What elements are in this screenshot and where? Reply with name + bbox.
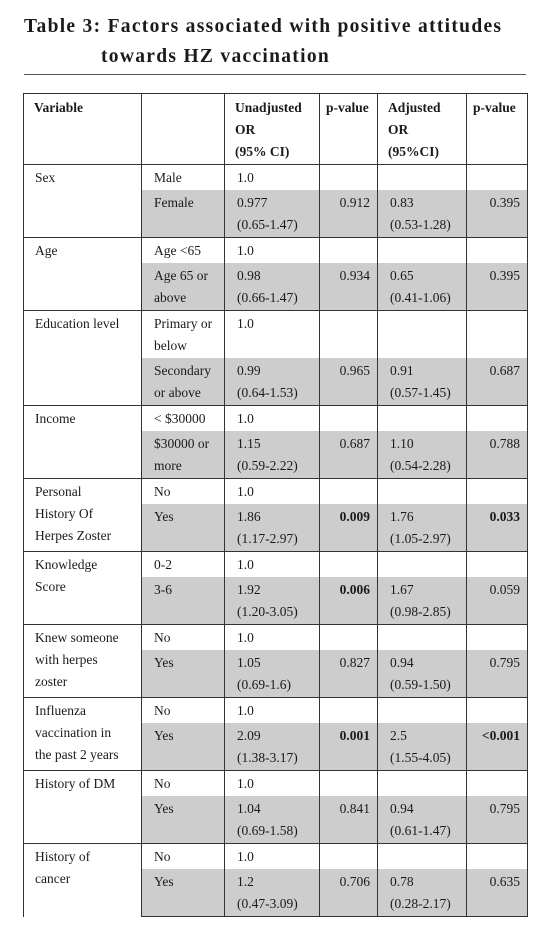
empty-cell — [467, 406, 528, 432]
unadjusted-or-line: (0.66-1.47) — [237, 290, 298, 305]
reference-or-cell: 1.0 — [225, 771, 320, 797]
comparison-category-line: Yes — [154, 801, 174, 816]
empty-cell — [320, 771, 378, 797]
adjusted-or-line: (0.54-2.28) — [390, 458, 451, 473]
unadjusted-pvalue: 0.827 — [339, 655, 370, 670]
comparison-category-line: Female — [154, 195, 194, 210]
adjusted-pvalue: 0.635 — [489, 874, 520, 889]
unadjusted-pvalue: 0.841 — [339, 801, 370, 816]
header-row — [24, 94, 528, 165]
comparison-category-line: or above — [154, 385, 201, 400]
reference-or-cell: 1.0 — [225, 311, 320, 359]
empty-cell — [320, 844, 378, 870]
results-table — [23, 93, 528, 917]
unadjusted-or-line: 0.98 — [237, 268, 261, 283]
unadjusted-pvalue-cell — [320, 358, 378, 406]
variable-cell — [24, 625, 142, 698]
adjusted-or-line: 2.5 — [390, 728, 407, 743]
adjusted-or-line: 1.10 — [390, 436, 414, 451]
unadjusted-pvalue-cell — [320, 869, 378, 917]
empty-cell — [467, 165, 528, 191]
adjusted-pvalue-cell — [467, 796, 528, 844]
unadjusted-pvalue-cell — [320, 263, 378, 311]
unadjusted-or-cell — [225, 358, 320, 406]
adjusted-or-line: (0.53-1.28) — [390, 217, 451, 232]
unadjusted-or-cell — [225, 504, 320, 552]
comparison-category-line: 3-6 — [154, 582, 172, 597]
reference-category-line: No — [154, 630, 171, 645]
comparison-category-cell — [142, 431, 225, 479]
comparison-category-line: Age 65 or — [154, 268, 208, 283]
empty-cell — [467, 625, 528, 651]
comparison-category-cell — [142, 796, 225, 844]
empty-cell — [467, 698, 528, 724]
table-title-line2: towards HZ vaccination — [101, 46, 331, 67]
adjusted-or-line: 0.78 — [390, 874, 414, 889]
header-adjusted-or — [378, 94, 467, 165]
adjusted-or-cell — [378, 431, 467, 479]
unadjusted-pvalue-cell — [320, 650, 378, 698]
variable-cell — [24, 238, 142, 311]
empty-cell — [378, 698, 467, 724]
adjusted-or-cell — [378, 190, 467, 238]
reference-category-cell — [142, 844, 225, 870]
unadjusted-or-cell — [225, 869, 320, 917]
adjusted-pvalue-cell — [467, 650, 528, 698]
unadjusted-or-line: (1.20-3.05) — [237, 604, 298, 619]
reference-or-cell: 1.0 — [225, 844, 320, 870]
variable-name-line: zoster — [35, 674, 68, 689]
adjusted-or-line: (0.57-1.45) — [390, 385, 451, 400]
unadjusted-or-line: (1.38-3.17) — [237, 750, 298, 765]
variable-name-line: History of — [35, 849, 91, 864]
reference-category-cell — [142, 698, 225, 724]
variable-cell — [24, 771, 142, 844]
variable-name-line: Education level — [35, 316, 120, 331]
variable-name-line: the past 2 years — [35, 747, 119, 762]
reference-category-line: 0-2 — [154, 557, 172, 572]
unadjusted-or-line: (0.59-2.22) — [237, 458, 298, 473]
adjusted-pvalue: 0.395 — [489, 268, 520, 283]
adjusted-or-line: 0.83 — [390, 195, 414, 210]
table-row-reference — [24, 311, 528, 359]
variable-cell — [24, 165, 142, 238]
adjusted-pvalue-cell — [467, 869, 528, 917]
unadjusted-or-line: (0.64-1.53) — [237, 385, 298, 400]
comparison-category-line: Yes — [154, 728, 174, 743]
unadjusted-or-cell — [225, 723, 320, 771]
header-unadjusted-line2: OR — [235, 122, 256, 137]
unadjusted-or-line: 2.09 — [237, 728, 261, 743]
adjusted-or-cell — [378, 263, 467, 311]
table-body — [24, 165, 528, 917]
adjusted-or-line: 0.91 — [390, 363, 414, 378]
adjusted-or-line: (0.61-1.47) — [390, 823, 451, 838]
header-adjusted-line3: (95%CI) — [388, 144, 439, 159]
adjusted-pvalue: 0.059 — [489, 582, 520, 597]
reference-category-line: Male — [154, 170, 182, 185]
empty-cell — [467, 771, 528, 797]
header-variable: Variable — [24, 94, 142, 165]
adjusted-or-line: (1.55-4.05) — [390, 750, 451, 765]
header-pvalue-adjusted: p-value — [467, 94, 528, 165]
comparison-category-line: Yes — [154, 655, 174, 670]
unadjusted-or-line: 1.86 — [237, 509, 261, 524]
table-row-reference — [24, 479, 528, 505]
variable-name-line: Income — [35, 411, 76, 426]
variable-name-line: Influenza — [35, 703, 86, 718]
table-row-reference — [24, 165, 528, 191]
empty-cell — [320, 165, 378, 191]
table-title-line1: Table 3: Factors associated with positive attitudes — [24, 16, 503, 37]
adjusted-or-line: 0.65 — [390, 268, 414, 283]
empty-cell — [320, 311, 378, 359]
empty-cell — [378, 771, 467, 797]
reference-category-line: Primary or — [154, 316, 213, 331]
reference-category-cell — [142, 552, 225, 578]
unadjusted-or-cell — [225, 796, 320, 844]
comparison-category-line: $30000 or — [154, 436, 210, 451]
adjusted-pvalue: <0.001 — [481, 728, 520, 743]
empty-cell — [378, 406, 467, 432]
adjusted-or-cell — [378, 869, 467, 917]
header-category — [142, 94, 225, 165]
comparison-category-cell — [142, 723, 225, 771]
unadjusted-or-cell — [225, 431, 320, 479]
comparison-category-line: Secondary — [154, 363, 211, 378]
adjusted-or-cell — [378, 358, 467, 406]
unadjusted-or-cell — [225, 190, 320, 238]
adjusted-pvalue-cell — [467, 431, 528, 479]
unadjusted-pvalue: 0.965 — [339, 363, 370, 378]
reference-category-line: No — [154, 484, 171, 499]
header-adjusted-line2: OR — [388, 122, 409, 137]
unadjusted-pvalue-cell — [320, 723, 378, 771]
reference-category-line: No — [154, 849, 171, 864]
table-row-reference — [24, 406, 528, 432]
comparison-category-line: above — [154, 290, 187, 305]
variable-cell — [24, 698, 142, 771]
comparison-category-cell — [142, 869, 225, 917]
unadjusted-pvalue-cell — [320, 796, 378, 844]
unadjusted-or-line: (1.17-2.97) — [237, 531, 298, 546]
comparison-category-cell — [142, 190, 225, 238]
reference-category-cell — [142, 238, 225, 264]
unadjusted-or-line: (0.69-1.58) — [237, 823, 298, 838]
adjusted-or-line: (1.05-2.97) — [390, 531, 451, 546]
empty-cell — [378, 479, 467, 505]
unadjusted-or-line: 1.04 — [237, 801, 261, 816]
empty-cell — [467, 311, 528, 359]
adjusted-or-line: 1.76 — [390, 509, 414, 524]
adjusted-pvalue: 0.795 — [489, 801, 520, 816]
variable-name-line: with herpes — [35, 652, 98, 667]
unadjusted-pvalue: 0.912 — [339, 195, 370, 210]
adjusted-pvalue: 0.395 — [489, 195, 520, 210]
reference-or-cell: 1.0 — [225, 406, 320, 432]
empty-cell — [320, 238, 378, 264]
header-pvalue-unadjusted: p-value — [320, 94, 378, 165]
unadjusted-pvalue-cell — [320, 504, 378, 552]
empty-cell — [378, 844, 467, 870]
table-row-reference — [24, 625, 528, 651]
header-adjusted-line1: Adjusted — [388, 100, 441, 115]
reference-category-cell — [142, 771, 225, 797]
variable-name-line: History Of — [35, 506, 94, 521]
empty-cell — [320, 406, 378, 432]
unadjusted-or-line: 1.2 — [237, 874, 254, 889]
adjusted-pvalue-cell — [467, 577, 528, 625]
unadjusted-or-line: (0.47-3.09) — [237, 896, 298, 911]
adjusted-pvalue-cell — [467, 504, 528, 552]
adjusted-pvalue-cell — [467, 723, 528, 771]
comparison-category-cell — [142, 577, 225, 625]
empty-cell — [378, 165, 467, 191]
adjusted-or-cell — [378, 723, 467, 771]
unadjusted-pvalue: 0.009 — [339, 509, 370, 524]
unadjusted-or-cell — [225, 263, 320, 311]
reference-category-cell — [142, 625, 225, 651]
unadjusted-pvalue-cell — [320, 431, 378, 479]
empty-cell — [320, 479, 378, 505]
reference-category-cell — [142, 479, 225, 505]
table-row-reference — [24, 552, 528, 578]
reference-or-cell: 1.0 — [225, 552, 320, 578]
comparison-category-cell — [142, 504, 225, 552]
adjusted-pvalue-cell — [467, 190, 528, 238]
reference-or-cell: 1.0 — [225, 165, 320, 191]
comparison-category-line: Yes — [154, 509, 174, 524]
reference-category-line: No — [154, 703, 171, 718]
unadjusted-or-line: 0.977 — [237, 195, 268, 210]
table-row-reference — [24, 771, 528, 797]
adjusted-pvalue: 0.687 — [489, 363, 520, 378]
empty-cell — [467, 238, 528, 264]
table-row-reference — [24, 698, 528, 724]
variable-name-line: Age — [35, 243, 58, 258]
adjusted-or-cell — [378, 796, 467, 844]
reference-category-line: < $30000 — [154, 411, 206, 426]
variable-name-line: Score — [35, 579, 66, 594]
unadjusted-or-cell — [225, 650, 320, 698]
variable-cell — [24, 844, 142, 917]
variable-name-line: History of DM — [35, 776, 116, 791]
variable-cell — [24, 406, 142, 479]
reference-or-cell: 1.0 — [225, 479, 320, 505]
adjusted-or-line: (0.41-1.06) — [390, 290, 451, 305]
unadjusted-pvalue: 0.001 — [339, 728, 370, 743]
table-row-reference — [24, 238, 528, 264]
reference-category-line: below — [154, 338, 187, 353]
unadjusted-or-line: 1.05 — [237, 655, 261, 670]
comparison-category-line: more — [154, 458, 182, 473]
adjusted-or-line: (0.28-2.17) — [390, 896, 451, 911]
empty-cell — [467, 844, 528, 870]
empty-cell — [467, 552, 528, 578]
unadjusted-pvalue-cell — [320, 577, 378, 625]
empty-cell — [378, 552, 467, 578]
reference-category-line: No — [154, 776, 171, 791]
comparison-category-line: Yes — [154, 874, 174, 889]
reference-category-cell — [142, 165, 225, 191]
empty-cell — [320, 625, 378, 651]
adjusted-or-line: 1.67 — [390, 582, 414, 597]
adjusted-pvalue: 0.033 — [489, 509, 520, 524]
adjusted-or-cell — [378, 650, 467, 698]
adjusted-or-cell — [378, 504, 467, 552]
table-title — [24, 12, 529, 72]
adjusted-or-cell — [378, 577, 467, 625]
reference-or-cell: 1.0 — [225, 698, 320, 724]
unadjusted-or-line: (0.65-1.47) — [237, 217, 298, 232]
variable-name-line: Herpes Zoster — [35, 528, 112, 543]
unadjusted-pvalue: 0.687 — [339, 436, 370, 451]
table-row-reference — [24, 844, 528, 870]
unadjusted-pvalue-cell — [320, 190, 378, 238]
variable-cell — [24, 479, 142, 552]
variable-name-line: Knowledge — [35, 557, 98, 572]
adjusted-pvalue-cell — [467, 263, 528, 311]
variable-cell — [24, 311, 142, 406]
adjusted-or-line: 0.94 — [390, 655, 414, 670]
header-unadjusted-line1: Unadjusted — [235, 100, 302, 115]
adjusted-or-line: (0.59-1.50) — [390, 677, 451, 692]
empty-cell — [320, 552, 378, 578]
empty-cell — [378, 625, 467, 651]
comparison-category-cell — [142, 650, 225, 698]
unadjusted-or-line: (0.69-1.6) — [237, 677, 291, 692]
empty-cell — [467, 479, 528, 505]
empty-cell — [378, 238, 467, 264]
comparison-category-cell — [142, 263, 225, 311]
unadjusted-or-cell — [225, 577, 320, 625]
empty-cell — [320, 698, 378, 724]
variable-name-line: cancer — [35, 871, 71, 886]
empty-cell — [378, 311, 467, 359]
comparison-category-cell — [142, 358, 225, 406]
reference-or-cell: 1.0 — [225, 625, 320, 651]
variable-name-line: Sex — [35, 170, 56, 185]
variable-cell — [24, 552, 142, 625]
unadjusted-pvalue: 0.934 — [339, 268, 370, 283]
header-unadjusted-line3: (95% CI) — [235, 144, 290, 159]
reference-category-cell — [142, 406, 225, 432]
adjusted-or-line: (0.98-2.85) — [390, 604, 451, 619]
adjusted-pvalue: 0.795 — [489, 655, 520, 670]
reference-or-cell: 1.0 — [225, 238, 320, 264]
unadjusted-pvalue: 0.006 — [339, 582, 370, 597]
adjusted-or-line: 0.94 — [390, 801, 414, 816]
variable-name-line: Knew someone — [35, 630, 119, 645]
unadjusted-pvalue: 0.706 — [339, 874, 370, 889]
adjusted-pvalue-cell — [467, 358, 528, 406]
header-unadjusted-or — [225, 94, 320, 165]
variable-name-line: vaccination in — [35, 725, 112, 740]
unadjusted-or-line: 0.99 — [237, 363, 261, 378]
adjusted-pvalue: 0.788 — [489, 436, 520, 451]
reference-category-cell — [142, 311, 225, 359]
variable-name-line: Personal — [35, 484, 82, 499]
unadjusted-or-line: 1.15 — [237, 436, 261, 451]
title-divider — [24, 74, 526, 75]
reference-category-line: Age <65 — [154, 243, 201, 258]
unadjusted-or-line: 1.92 — [237, 582, 261, 597]
